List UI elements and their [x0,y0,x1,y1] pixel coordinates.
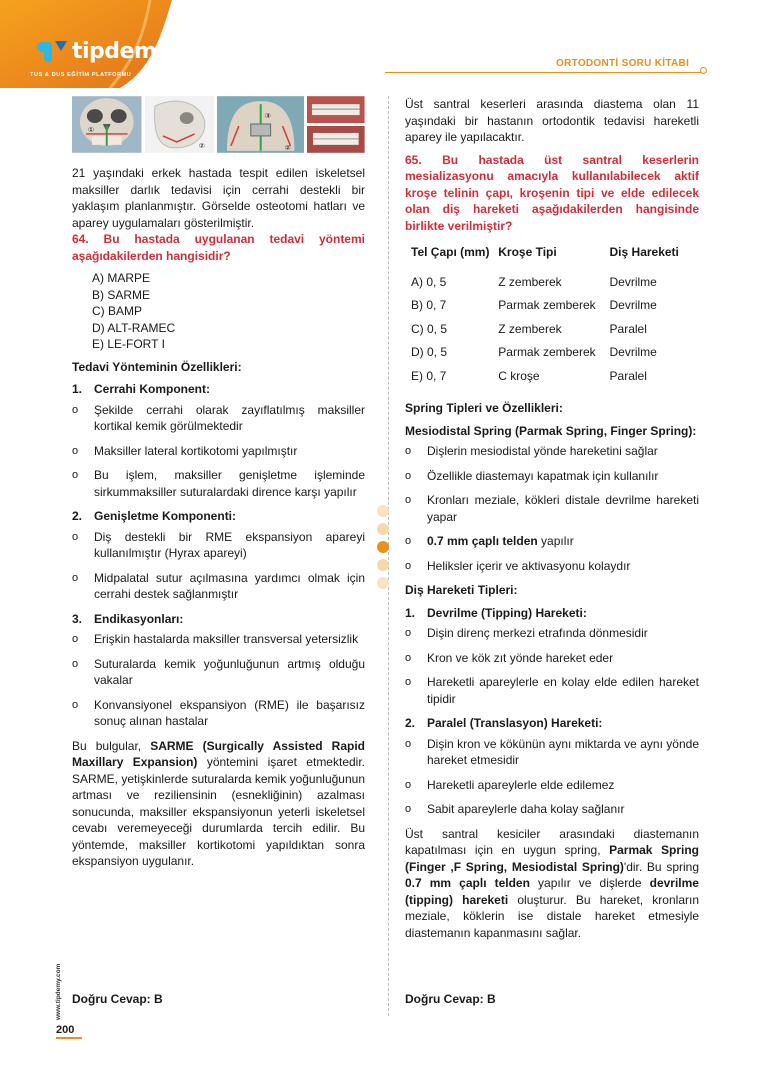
question-64-stem: 21 yaşındaki erkek hastada tespit edilen iskeletsel maksiller darlık tedavisi için cerrahi destekli bir yaklaşım planlanmıştır. Görselde osteotomi hatları ve aparey uygulamaları gösterilmiştir. [72,166,365,230]
intraoral-photos [307,96,365,153]
figure-label: ③ [264,112,271,121]
section-heading [405,715,699,732]
explanation-text: oluşturur. Bu hareket, kronların meziale, köklerin ise distale hareket etmesiyle diastemanın kapanmasını sağlar. [405,892,699,940]
site-url-text: www.tipdemy.com [55,963,62,1020]
table-cell: Z zemberek [498,274,562,289]
list-item-text: Sabit apareylerle daha kolay sağlanır [427,802,625,816]
list-item: o Erişkin hastalarda maksiller transversal yetersizlik [72,631,365,648]
right-column [405,96,699,941]
list-item-text: yapılır [537,534,574,548]
header-rule-dot [700,67,707,74]
palate-appliance-image [217,96,304,153]
table-header: Tel Çapı (mm) [411,245,490,259]
explanation-text: Bu bulgular, [72,738,151,753]
list-item: o Hareketli apareylerle elde edilemez [405,777,699,794]
table-cell: B) 0, 7 [411,298,447,312]
list-item: o Midpalatal sutur açılmasına yardımcı olmak için cerrahi destek sağlanmıştır [72,570,365,601]
list-item: o Kronları meziale, kökleri distale devrilme hareketi yapar [405,493,699,524]
logo-subtitle: TUS & DUS EĞİTİM PLATFORMU [30,72,132,78]
column-dots [377,505,391,595]
figure-label: ② [198,141,205,150]
table-header: Kroşe Tipi [498,245,557,259]
list-item: o Şekilde cerrahi olarak zayıflatılmış maksiller kortikal kemik görülmektedir [72,402,365,433]
features-heading: Tedavi Yönteminin Özellikleri: [72,359,242,374]
list-item: o Suturalarda kemik yoğunluğunun artmış olduğu vakalar [72,656,365,687]
logo-icon [36,38,70,64]
table-row [411,365,699,389]
section-number: 3. [72,611,83,626]
table-row [411,294,699,318]
mesiodistal-heading: Mesiodistal Spring (Parmak Spring, Finger Spring): [405,423,697,438]
section-number: 1. [72,382,83,396]
list-item: o Dişin kron ve kökünün aynı miktarda ve aynı yönde hareket etmesidir [405,736,699,767]
answer-65: Doğru Cevap: B [405,992,496,1006]
list-item-text: Suturalarda kemik yoğunluğunun artmış olduğu vakalar [94,656,365,687]
option-e: E) LE-FORT I [92,337,165,351]
list-item: o Hareketli apareylerle en kolay elde edilen hareket tipidir [405,675,699,706]
section-heading [405,605,699,622]
option-a: A) MARPE [92,271,151,285]
table-row [411,341,699,365]
explanation-text: Üst santral kesiciler arasındaki diastemanın kapatılması için en uygun spring, [405,826,699,857]
table-header-row [411,244,699,271]
figure-label: ① [87,125,95,134]
explanation-bold: devrilme (tipping) hareketi [405,876,699,907]
list-item-text: Midpalatal sutur açılmasına yardımcı olmak için cerrahi destek sağlanmıştır [94,570,365,601]
table-row [411,271,699,295]
question-64-prompt: 64. Bu hastada uygulanan tedavi yöntemi aşağıdakilerden hangisidir? [72,232,365,263]
question-65-stem: Üst santral keserleri arasında diastema olan 11 yaşındaki bir hastanın ortodontik tedavisi hareketli aparey ile yapılacaktır. [405,97,699,144]
list-item-text: Özellikle diastemayı kapatmak için kullanılır [427,468,659,483]
section-number: 2. [72,509,83,523]
table-cell: Devrilme [609,274,657,289]
table-cell: Parmak zemberek [498,345,596,359]
list-item: o Özellikle diastemayı kapatmak için kullanılır [405,468,699,485]
explanation-bold: Parmak Spring (Finger ,F Spring, Mesiodistal Spring) [405,843,699,874]
table-cell: D) 0, 5 [411,345,448,359]
list-item-text: Bu işlem, maksiller genişletme işleminde sirkummaksiller suturalardaki dirence karşı yapılır [94,468,365,499]
list-item: o Bu işlem, maksiller genişletme işleminde sirkummaksiller suturalardaki dirence karşı yapılır [72,468,365,499]
spring-heading: Spring Tipleri ve Özellikleri: [405,401,563,415]
explanation-text: 'dir. Bu spring [623,859,700,874]
table-row [411,318,699,342]
brand-logo [36,38,170,64]
section-number: 2. [405,716,416,730]
list-item: o Sabit apareylerle daha kolay sağlanır [405,801,699,818]
list-item-text: Dişlerin mesiodistal yönde hareketini sağlar [427,444,658,458]
list-item: o Dişlerin mesiodistal yönde hareketini sağlar [405,443,699,460]
table-header: Diş Hareketi [609,245,679,259]
list-item-text: Diş destekli bir RME ekspansiyon apareyi kullanılmıştır (Hyrax apareyi) [94,529,365,560]
section-title: Endikasyonları: [94,611,184,626]
section-heading [72,381,365,398]
list-item-text: Erişkin hastalarda maksiller transversal yetersizlik [94,632,359,646]
list-item: o Diş destekli bir RME ekspansiyon apareyi kullanılmıştır (Hyrax apareyi) [72,529,365,560]
skull-front-image [72,96,142,153]
table-cell: Paralel [609,321,647,336]
list-item: o Kron ve kök zıt yönde hareket eder [405,650,699,667]
list-item-text: Şekilde cerrahi olarak zayıflatılmış maksiller kortikal kemik görülmektedir [94,402,365,433]
section-heading [72,508,365,525]
table-cell: A) 0, 5 [411,274,447,289]
table-cell: Devrilme [609,345,657,359]
table-cell: E) 0, 7 [411,368,447,383]
figure-label: ② [284,143,291,152]
table-cell: C) 0, 5 [411,321,448,336]
page-number: 200 [56,1024,75,1036]
list-item-text: Dişin direnç merkezi etrafında dönmesidir [427,626,648,640]
book-title: ORTODONTİ SORU KİTABI [556,58,690,69]
list-item: o Heliksler içerir ve aktivasyonu kolaydır [405,558,699,575]
skull-lateral-image [145,96,215,153]
explanation-text: yapılır ve dişlerde [529,876,650,890]
table-cell: Parmak zemberek [498,298,596,312]
table-cell: C kroşe [498,368,540,383]
explanation-text: yöntemini işaret etmektedir. SARME, yetişkinlerde suturalarda kemik yoğunluğunun artması ve reziliensinin (esnekliğinin) azalması sonucunda, maksiller ekspansiyonun yeterli iskeletsel cevabı veremeyeceği durumlarda tercih edilir. Bu yöntemde, maksiller kortikotomi yapıldıktan sonra ekspansiyon uygulanır. [72,755,365,868]
clinical-figure [72,96,365,153]
site-url [55,950,67,1020]
question-65-prompt: 65. Bu hastada üst santral keserlerin mesializasyonu amacıyla kullanılabilecek aktif kroşe telinin çapı, kroşenin tipi ve elde edilecek olan diş hareketi aşağıdakilerden hangisinde birlikte verilmiştir? [405,152,699,233]
option-c: C) BAMP [92,304,143,318]
section-title: Genişletme Komponenti: [94,509,237,523]
list-item-text: Konvansiyonel ekspansiyon (RME) ile başarısız sonuç alınan hastalar [94,697,365,728]
list-item-text: Dişin kron ve kökünün aynı miktarda ve aynı yönde hareket etmesidir [427,736,699,767]
section-number: 1. [405,605,416,620]
table-cell: Paralel [609,368,647,383]
header-rule [385,72,703,73]
list-item-text: Kron ve kök zıt yönde hareket eder [427,650,614,665]
page-number-rule [56,1037,82,1039]
list-item-text: Hareketli apareylerle elde edilemez [427,777,615,792]
list-item-text: Hareketli apareylerle en kolay elde edilen hareket tipidir [427,675,699,706]
table-cell: Z zemberek [498,321,562,336]
explanation-bold: 0.7 mm çaplı telden [405,876,530,890]
table-cell: Devrilme [609,298,657,312]
question-64-options [92,270,365,353]
list-item-bold: 0.7 mm çaplı telden [427,534,538,548]
option-b: B) SARME [92,287,151,302]
list-item: o Konvansiyonel ekspansiyon (RME) ile başarısız sonuç alınan hastalar [72,697,365,728]
answer-64: Doğru Cevap: B [72,992,163,1006]
section-heading [72,611,365,628]
logo-text: tipdemy [72,38,171,64]
left-column [72,96,365,870]
section-title: Paralel (Translasyon) Hareketi: [427,716,603,730]
explanation-65 [405,826,699,942]
list-item-text: Heliksler içerir ve aktivasyonu kolaydır [427,558,631,573]
list-item: o Dişin direnç merkezi etrafında dönmesidir [405,625,699,642]
explanation-64 [72,738,365,870]
option-d: D) ALT-RAMEC [92,320,176,335]
section-title: Cerrahi Komponent: [94,382,211,396]
answer-table [411,244,699,388]
list-item: o Maksiller lateral kortikotomi yapılmıştır [72,443,365,460]
list-item-text: Kronları meziale, kökleri distale devrilme hareketi yapar [427,493,699,524]
section-title: Devrilme (Tipping) Hareketi: [427,605,587,620]
list-item: o 0.7 mm çaplı telden yapılır [405,534,574,548]
explanation-bold: SARME (Surgically Assisted Rapid Maxillary Expansion) [72,738,365,769]
list-item-text: Maksiller lateral kortikotomi yapılmıştır [94,443,298,458]
movement-heading: Diş Hareketi Tipleri: [405,583,518,597]
